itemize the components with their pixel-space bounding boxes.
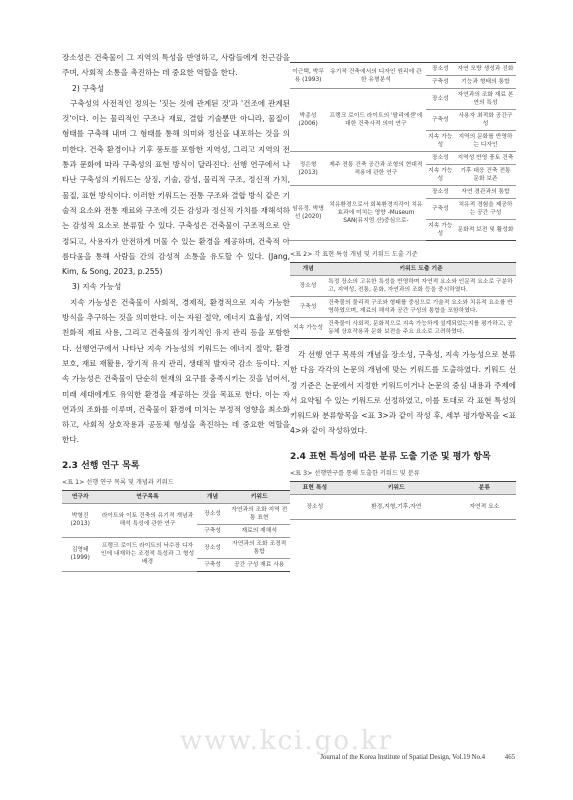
paragraph: 각 선행 연구 목록의 개념을 장소성, 구축성, 지속 가능성으로 분류한 다음 각각의 논문의 개념에 맞는 키워드를 도출하였다. 키워드 선정 기준은 논문에서 지정한 키워드이거나 논문의 중심 내용과 주제에서 요약될 수 있는 키워드로 선정하였고, 이를 토대로 각 표현 특성의 키워드와 분류항목을 <표 3>과 같이 작성 후, 세부 평가항목을 <표 4>와 같이 작성하였다. [290, 350, 516, 436]
table-row: 구축성 사용자 최적화 공간구성 [290, 110, 516, 131]
table-caption: <표 3> 선행연구를 통해 도출한 키워드 및 분류 [290, 469, 420, 477]
table-row: 구축성 공간 구성 재료 사용 [62, 558, 290, 571]
table-row: 지속 가능성 기후 대응 건축 전통 문화 보존 [290, 165, 516, 186]
table-3 [290, 481, 516, 520]
page-footer [320, 754, 515, 761]
section-title: 2.4 표현 특성에 따른 분류 도출 기준 및 평가 항목 [290, 451, 491, 462]
page-number: 465 [504, 754, 515, 761]
table-2 [290, 262, 516, 339]
table-row: 박종성 (2006) 프랭크 로이드 라이트의 '탈리에센'에 대한 건축사적 의미 연구 장소성 자연과의 조화 재료 본연의 특성 [290, 89, 516, 110]
table-header: 개념 [197, 490, 229, 503]
table-row: 지속 가능성 건축물이 사회적, 문화적으로 지속 가능하게 설계되었는지를 평가하고, 공동체 상호작용과 문화 보전을 주요 요소로 고려하였다. [290, 318, 516, 339]
left-column [62, 50, 290, 572]
paragraph: 구축성의 사전적인 정의는 '짓는 것에 관계된 것'과 '건조에 관계된 것'이다. 이는 물리적인 구조나 재료, 결합 기술뿐만 아니라, 물질이 형태를 구축해 내며 그 형태를 통해 의미와 정신을 내포하는 것을 의미한다. 건축 환경이나 기후 풍토를 포함한 지역성, 그리고 지역의 전통과 문화에 따라 구축성의 표현 방식이 달라진다. 선행 연구에서 나타난 구축성의 키워드는 상징, 기술, 감성, 물리적 구조, 정신적 가치, 물질, 표현 방식이다. 이러한 키워드는 전통 구조와 결합 방식 같은 기술적 요소와 전통 재료와 구조에 깃든 감성과 정신적 가치를 재해석하는 감성적 요소로 분류할 수 있다. 구축성은 건축물이 구조적으로 안정되고, 사용자가 안전하게 머물 수 있는 환경을 제공하며, 건축적 아름다움을 통해 사람들 간의 감성적 소통을 유도할 수 있다. (Jang, Kim, & Song, 2023, p.255) [62, 98, 290, 277]
section-title: 2.3 선행 연구 목록 [62, 460, 140, 471]
table-row: 구축성 치유적 경험을 제공하는 공간 구성 [290, 199, 516, 220]
table-header: 연구목록 [98, 490, 196, 503]
table-header: 표현 특성 [290, 481, 340, 494]
table-header: 키워드 [228, 490, 290, 503]
table-row: 임유정, 박명선 (2020) 치유환경으로서 회복환경지각이 치유효과에 미치는 영향 -Museum SAN(뮤지엄 산)중심으로- 장소성 자연 경관과의 통합 [290, 186, 516, 199]
table-row: 지속 가능성 지역의 문화를 반영하는 디자인 [290, 131, 516, 152]
table-row: 박형진 (2013) 라이트와 이토 건축의 유기적 개념과 해석 특성에 관한 연구 장소성 자연과의 조화 지역 전통 표현 [62, 503, 290, 524]
table-row: 구축성 건축물의 물리적 구조와 형태를 중심으로 기술적 요소와 치유적 요소를 반영하였으며, 재료의 해석과 공간 구성의 통합을 포함하였다. [290, 297, 516, 318]
watermark: www.kci.go.kr [179, 726, 394, 756]
table-row: 김영태 (1999) 프랭크 로이드 라이트의 낙수장 디자인에 내재하는 조경적 특성과 그 형성 배경 장소성 자연과의 조화 조경적 통합 [62, 537, 290, 558]
table-caption: <표 1> 선행 연구 목록 및 개념과 키워드 [62, 478, 174, 486]
table-header: 연구자 [62, 490, 98, 503]
table-caption: <표 2> 각 표현 특성 개념 및 키워드 도출 기준 [290, 251, 418, 258]
table-row: 이근택, 박무용 (1993) 유기적 건축에서의 디자인 원리에 관한 유형분석 장소성 자연 모방 생성과 진화 [290, 63, 516, 76]
table-row: 장소성 특정 장소의 고유한 특성을 반영하며 자연적 요소와 인문적 요소로 구분하고, 지역성, 전통, 문화, 자연과의 조화 등을 중시하였다. [290, 276, 516, 297]
table-1-continued [290, 62, 516, 241]
right-column [290, 62, 516, 520]
table-row: 정은형 (2013) 제주 전통 건축 공간과 조형의 현대적 적용에 관한 연구 장소성 지역성 반영 풍토 건축 [290, 152, 516, 165]
table-header: 개념 [290, 263, 326, 276]
table-header: 키워드 [340, 481, 453, 494]
table-header: 분류 [453, 481, 516, 494]
table-row: 구축성 재료의 재해석 [62, 524, 290, 537]
subheading: 2) 구축성 [72, 83, 105, 93]
table-row: 구축성 기능과 형태의 통합 [290, 76, 516, 89]
table-header: 키워드 도출 기준 [326, 263, 516, 276]
table-row: 지속 가능성 문화적 보전 및 활성화 [290, 220, 516, 241]
journal-name: Journal of the Korea Institute of Spatial Design, Vol.19 No.4 [320, 754, 486, 761]
paragraph: 지속 가능성은 건축물이 사회적, 경제적, 환경적으로 지속 가능한 방식을 추구하는 것을 의미한다. 이는 자원 절약, 에너지 효율성, 지역 친화적 재료 사용, 그리고 건축물의 장기적인 유지 관리 등을 포함한다. 선행연구에서 나타난 지속 가능성의 키워드는 에너지 절약, 환경 보호, 재료 재활용, 장기적 유지 관리, 생태적 발자국 감소 등이다. 지속 가능성은 건축물이 단순히 현재의 요구를 충족시키는 것을 넘어서, 미래 세대에게도 유익한 환경을 제공하는 것을 목표로 한다. 이는 자연과의 조화를 이루며, 건축물이 환경에 미치는 부정적 영향을 최소화하고, 사회적 상호작용과 공동체 형성을 촉진하는 데 중요한 역할을 한다. [62, 297, 290, 445]
subheading: 3) 지속 가능성 [72, 282, 122, 292]
paragraph: 장소성은 건축물이 그 지역의 특성을 반영하고, 사람들에게 친근감을 주며, 사회적 소통을 촉진하는 데 중요한 역할을 한다. [62, 53, 290, 78]
table-row: 장소성 환경,지형,기후,자연 자연적 요소 [290, 494, 516, 519]
table-1 [62, 490, 290, 572]
